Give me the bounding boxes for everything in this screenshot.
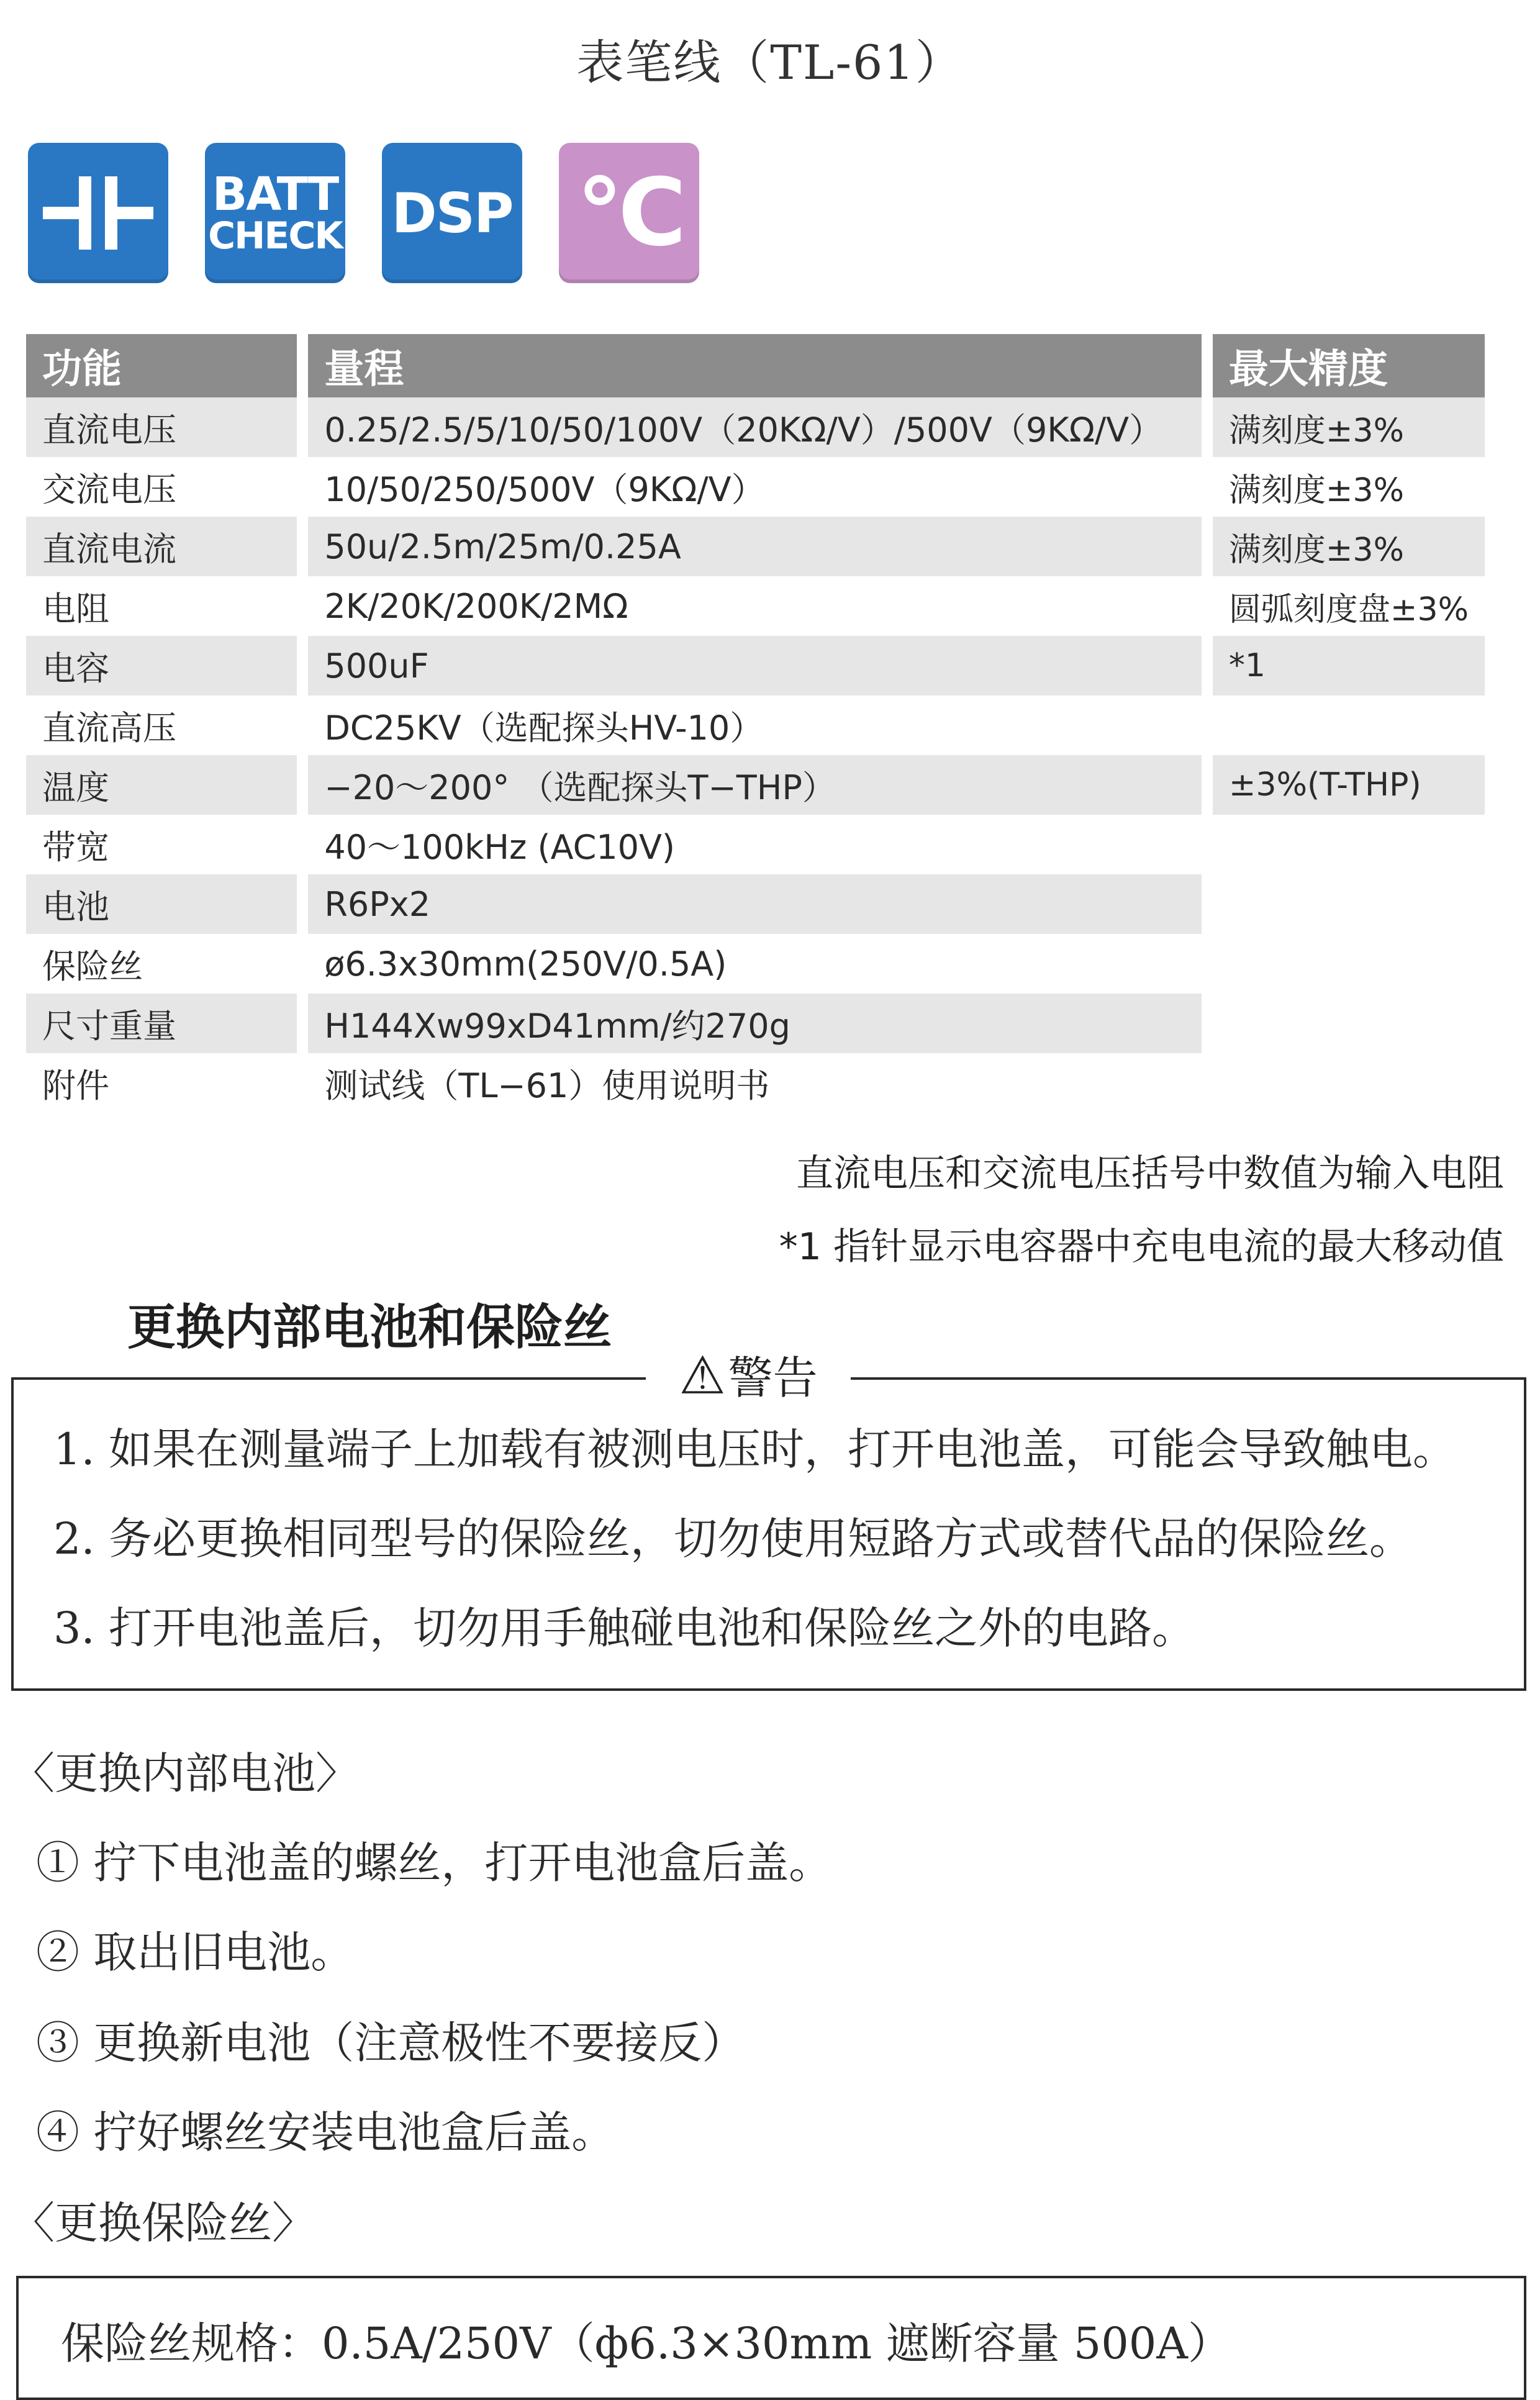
spec-function-cell: 直流电压 — [26, 397, 297, 457]
spec-range-cell: 40～100kHz (AC10V) — [324, 827, 675, 867]
fuse-spec-text: 保险丝规格：0.5A/250V（ф6.3×30mm 遮断容量 500A） — [61, 2318, 1231, 2369]
spec-row — [26, 636, 1485, 695]
spec-accuracy-cell — [1213, 1053, 1485, 1113]
spec-range-cell: R6Px2 — [308, 874, 1202, 934]
warning-heading-text: 警告 — [728, 1352, 818, 1404]
spec-range-cell: 50u/2.5m/25m/0.25A — [308, 517, 1202, 576]
spec-accuracy-cell: *1 — [1213, 636, 1485, 695]
spec-accuracy-cell: ±3%(T-THP) — [1213, 755, 1485, 815]
spec-row — [26, 934, 1485, 994]
spec-function-cell: 交流电压 — [42, 469, 176, 509]
warning-item-3: 3. 打开电池盖后，切勿用手触碰电池和保险丝之外的电路。 — [53, 1603, 1196, 1654]
battery-step-3: ③ 更换新电池（注意极性不要接反） — [36, 2017, 746, 2068]
check-label: CHECK — [208, 214, 342, 258]
spec-row — [26, 994, 1485, 1053]
header-accuracy: 最大精度 — [1213, 334, 1485, 397]
header-function: 功能 — [26, 334, 297, 397]
spec-row — [26, 576, 1485, 636]
spec-function-cell: 电容 — [26, 636, 297, 695]
spec-accuracy-cell — [1213, 934, 1485, 994]
spec-row — [26, 695, 1485, 755]
spec-function-cell: 带宽 — [42, 827, 109, 867]
spec-accuracy-cell — [1213, 695, 1485, 755]
warning-item-2: 2. 务必更换相同型号的保险丝，切勿使用短路方式或替代品的保险丝。 — [53, 1513, 1413, 1564]
spec-accuracy-cell: 满刻度±3% — [1228, 471, 1404, 509]
spec-row — [26, 1053, 1485, 1113]
spec-range-cell: H144Xw99xD41mm/约270g — [308, 994, 1202, 1053]
spec-row — [26, 397, 1485, 457]
spec-header-row — [26, 334, 1485, 397]
fuse-replace-title: 〈更换保险丝〉 — [11, 2198, 315, 2248]
spec-row — [26, 755, 1485, 815]
spec-accuracy-cell: 满刻度±3% — [1213, 397, 1485, 457]
spec-function-cell: 附件 — [42, 1066, 109, 1105]
spec-range-cell: −20～200° （选配探头T−THP） — [308, 755, 1202, 815]
page-title: 表笔线（TL-61） — [576, 35, 964, 90]
spec-accuracy-cell — [1213, 874, 1485, 934]
battery-step-4: ④ 拧好螺丝安装电池盒后盖。 — [36, 2107, 615, 2158]
spec-row — [26, 815, 1485, 874]
celsius-badge — [559, 143, 699, 283]
warning-heading — [646, 1341, 851, 1410]
battery-replace-title: 〈更换内部电池〉 — [11, 1748, 359, 1799]
battery-check-badge — [205, 143, 345, 283]
spec-accuracy-cell — [1213, 815, 1485, 874]
spec-function-cell: 电池 — [26, 874, 297, 934]
spec-row — [26, 457, 1485, 517]
spec-accuracy-cell: 圆弧刻度盘±3% — [1228, 591, 1469, 628]
spec-range-cell: ø6.3x30mm(250V/0.5A) — [324, 944, 727, 984]
spec-range-cell: 10/50/250/500V（9KΩ/V） — [324, 469, 765, 509]
spec-function-cell: 尺寸重量 — [26, 994, 297, 1053]
spec-range-cell: DC25KV（选配探头HV-10） — [324, 708, 764, 748]
spec-range-cell: 0.25/2.5/5/10/50/100V（20KΩ/V）/500V（9KΩ/V） — [308, 397, 1202, 457]
warning-triangle-icon: ⚠ — [679, 1345, 726, 1406]
spec-function-cell: 电阻 — [42, 589, 109, 628]
spec-table — [15, 334, 1496, 1113]
spec-row — [26, 517, 1485, 576]
battery-step-2: ② 取出旧电池。 — [36, 1927, 355, 1978]
note-capacitor-footnote: *1 指针显示电容器中充电电流的最大移动值 — [779, 1225, 1504, 1269]
header-range: 量程 — [308, 334, 1202, 397]
batt-label: BATT — [212, 168, 338, 221]
capacitor-icon — [28, 143, 168, 283]
spec-accuracy-cell: 满刻度±3% — [1213, 517, 1485, 576]
spec-function-cell: 温度 — [26, 755, 297, 815]
dsp-badge — [382, 143, 522, 283]
capacitor-symbol-icon — [28, 143, 168, 283]
battery-step-1: ① 拧下电池盖的螺丝，打开电池盒后盖。 — [36, 1837, 833, 1888]
dsp-label: DSP — [391, 181, 513, 245]
spec-function-cell: 保险丝 — [42, 946, 143, 986]
spec-accuracy-cell — [1213, 994, 1485, 1053]
spec-range-cell: 500uF — [308, 636, 1202, 695]
spec-function-cell: 直流高压 — [42, 708, 176, 748]
spec-row — [26, 874, 1485, 934]
warning-item-1: 1. 如果在测量端子上加载有被测电压时，打开电池盖，可能会导致触电。 — [53, 1424, 1457, 1475]
spec-function-cell: 直流电流 — [26, 517, 297, 576]
spec-range-cell: 2K/20K/200K/2MΩ — [324, 586, 628, 626]
note-input-resistance: 直流电压和交流电压括号中数值为输入电阻 — [796, 1152, 1504, 1195]
celsius-label: °C — [576, 159, 682, 267]
section-title: 更换内部电池和保险丝 — [127, 1300, 612, 1356]
spec-range-cell: 测试线（TL−61）使用说明书 — [324, 1066, 770, 1105]
